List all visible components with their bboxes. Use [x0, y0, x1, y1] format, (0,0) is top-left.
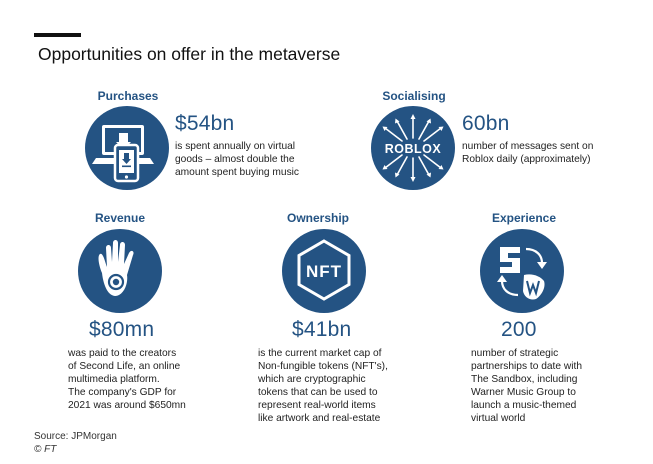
socialising-value: 60bn: [462, 112, 510, 135]
revenue-description: was paid to the creators of Second Life, an online multimedia platform. The company's GDP for 2021 was around $650mn: [68, 348, 186, 411]
source-note: [34, 430, 117, 456]
copyright-credit: © FT: [34, 444, 57, 455]
ownership-label: Ownership: [286, 211, 349, 225]
page-title: Opportunities on offer in the metaverse: [38, 44, 341, 64]
experience-label: Experience: [491, 211, 557, 225]
roblox-logo-text: ROBLOX: [384, 142, 442, 156]
ownership-description: is the current market cap of Non-fungible tokens (NFT's), which are cryptographic tokens that can be used to represent real-world items like artwork and real-estate: [258, 348, 388, 424]
purchases-label: Purchases: [97, 89, 159, 103]
purchases-description: is spent annually on virtual goods – almost double the amount spent buying music: [175, 141, 300, 178]
nft-icon: [282, 229, 366, 313]
revenue-value: $80mn: [89, 318, 155, 341]
nft-logo-text: NFT: [305, 262, 343, 281]
laptop-phone-download-icon: [85, 106, 169, 190]
revenue-label: Revenue: [94, 211, 146, 225]
experience-value: 200: [501, 318, 537, 341]
roblox-logo-icon: [371, 106, 455, 190]
ownership-value: $41bn: [292, 318, 352, 341]
top-rule: [34, 33, 81, 37]
second-life-hand-icon: [78, 229, 162, 313]
source-line: Source: JPMorgan: [34, 431, 117, 442]
socialising-label: Socialising: [382, 89, 446, 103]
sandbox-warner-icon: [480, 229, 564, 313]
experience-description: number of strategic partnerships to date with The Sandbox, including Warner Music Group to launch a music-themed virtual world: [471, 348, 582, 424]
socialising-description: number of messages sent on Roblox daily (approximately): [462, 141, 594, 165]
purchases-value: $54bn: [175, 112, 235, 135]
